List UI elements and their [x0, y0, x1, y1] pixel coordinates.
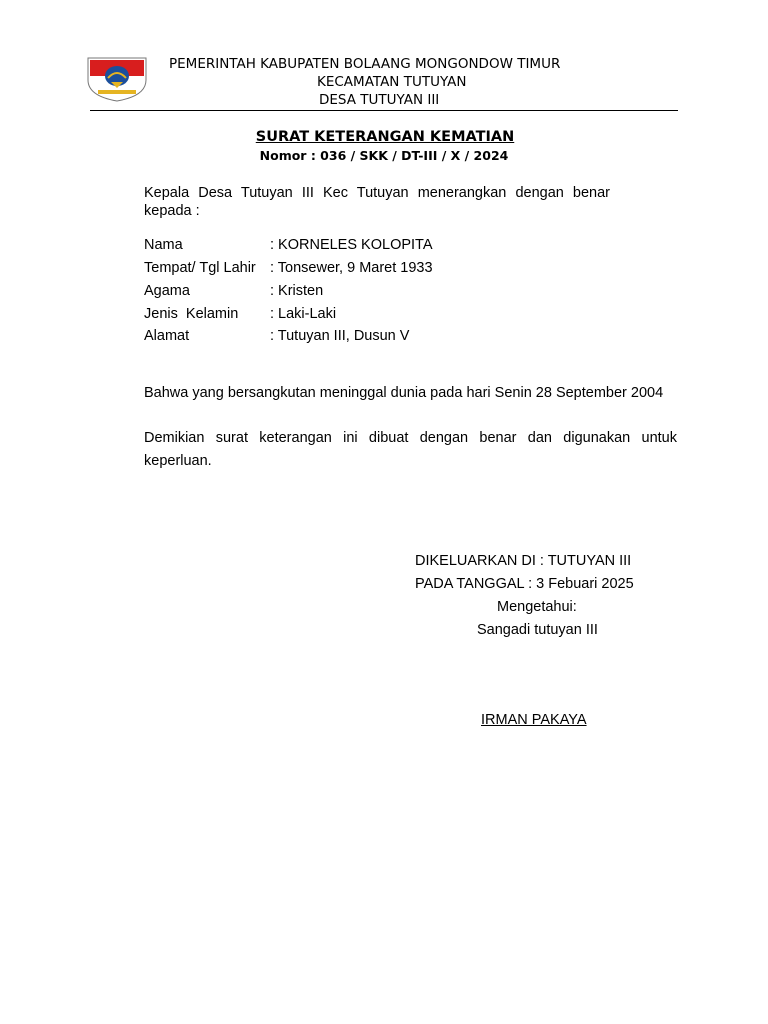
field-value-gender: : Laki-Laki — [270, 306, 337, 322]
field-label-gender: Jenis Kelamin — [144, 306, 239, 322]
document-title: SURAT KETERANGAN KEMATIAN — [255, 129, 515, 145]
header-government: PEMERINTAH KABUPATEN BOLAANG MONGONDOW TIMUR — [169, 56, 561, 72]
death-statement: Bahwa yang bersangkutan meninggal dunia pada hari Senin 28 September 2004 — [144, 385, 664, 401]
closing-statement: Demikian surat keterangan ini dibuat dengan benar dan digunakan untuk keperluan. — [144, 430, 677, 469]
regency-logo-icon — [86, 56, 148, 102]
field-label-address: Alamat — [144, 328, 190, 344]
issued-place: DIKELUARKAN DI : TUTUYAN III — [415, 553, 632, 569]
field-label-birth: Tempat/ Tgl Lahir — [144, 260, 256, 276]
field-value-birth: : Tonsewer, 9 Maret 1933 — [270, 260, 433, 276]
field-value-address: : Tutuyan III, Dusun V — [270, 328, 410, 344]
header-divider — [90, 110, 678, 111]
acknowledged-label: Mengetahui: — [497, 599, 577, 615]
field-value-name: : KORNELES KOLOPITA — [270, 237, 433, 253]
header-village: DESA TUTUYAN III — [319, 92, 440, 108]
header-district: KECAMATAN TUTUYAN — [317, 74, 467, 90]
signatory-name: IRMAN PAKAYA — [481, 712, 587, 728]
signatory-position: Sangadi tutuyan III — [477, 622, 598, 638]
document-number: Nomor : 036 / SKK / DT-III / X / 2024 — [259, 148, 509, 163]
field-label-religion: Agama — [144, 283, 190, 299]
intro-paragraph: Kepala Desa Tutuyan III Kec Tutuyan menerangkan dengan benar kepada : — [144, 185, 610, 219]
field-value-religion: : Kristen — [270, 283, 324, 299]
field-label-name: Nama — [144, 237, 183, 253]
issued-date: PADA TANGGAL : 3 Febuari 2025 — [415, 576, 634, 592]
